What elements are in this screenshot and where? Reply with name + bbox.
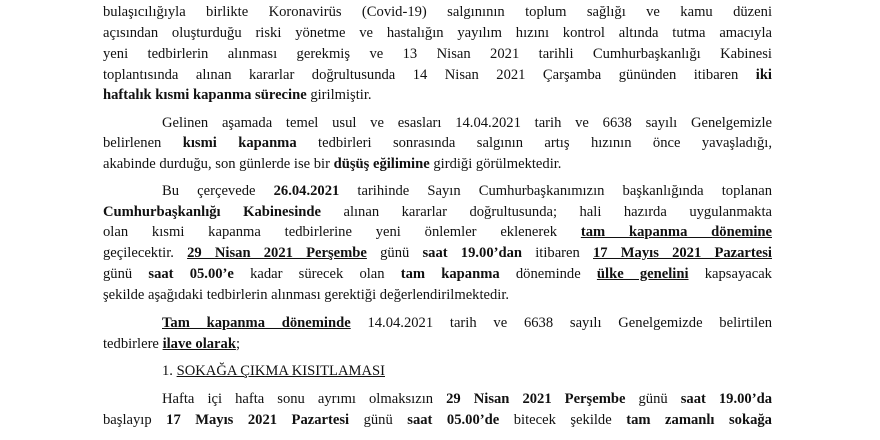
text-run: 29 Nisan 2021 Perşembe: [446, 391, 626, 407]
text-run: 29 Nisan 2021 Perşembe: [187, 245, 367, 261]
body-text-line: [103, 155, 772, 173]
body-text-line: [162, 390, 772, 408]
text-run: 26.04.2021: [273, 183, 340, 199]
text-run: kısmi kapanma: [182, 135, 297, 151]
text-run: Cumhurbaşkanlığı Kabinesinde: [103, 204, 321, 220]
body-text-line: [162, 114, 772, 132]
text-run: SOKAĞA ÇIKMA KISITLAMASI: [176, 363, 385, 379]
text-run: günü: [625, 391, 681, 407]
text-run: günü: [366, 245, 423, 261]
text-run: alınan kararlar doğrultusunda; hali hazırda uygulanmakta: [320, 204, 772, 220]
text-run: tarihinde Sayın Cumhurbaşkanımızın başkanlığında toplanan: [339, 183, 772, 199]
text-run: 14.04.2021 tarih ve 6638 sayılı Genelgemizde belirtilen: [350, 315, 772, 331]
text-run: Hafta içi hafta sonu ayrımı olmaksızın: [162, 391, 447, 407]
text-run: başlayıp: [103, 412, 167, 428]
body-text-line: [103, 45, 772, 63]
text-run: açısından oluşturduğu riski yönetme ve hastalığın yayılım hızını kontrol altında tutma amacıyla: [103, 25, 772, 41]
text-run: Gelinen aşamada temel usul ve esasları 14.04.2021 tarih ve 6638 sayılı Genelgemizle: [162, 115, 772, 131]
body-text-line: [162, 182, 772, 200]
body-text-line: [103, 286, 772, 304]
text-run: bitecek şekilde: [499, 412, 627, 428]
text-run: saat 19.00’dan: [422, 245, 523, 261]
body-text-line: [103, 244, 772, 262]
text-run: 1.: [162, 363, 177, 379]
text-run: tam zamanlı sokağa: [626, 412, 772, 428]
text-run: şekilde aşağıdaki tedbirlerin alınması gerektiği değerlendirilmektedir.: [103, 287, 510, 303]
text-run: günü: [103, 266, 149, 282]
text-run: yeni tedbirlerin alınması gerekmiş ve 13 Nisan 2021 tarihli Cumhurbaşkanlığı Kabinesi: [103, 46, 772, 62]
text-run: ilave olarak: [162, 336, 236, 352]
body-text-line: [103, 203, 772, 221]
text-run: olan kısmi kapanma tedbirlerine yeni önlemler eklenerek: [103, 224, 581, 240]
text-run: Tam kapanma döneminde: [162, 315, 351, 331]
body-text-line: [103, 86, 772, 104]
text-run: 17 Mayıs 2021 Pazartesi: [166, 412, 350, 428]
text-run: girdiği görülmektedir.: [429, 156, 562, 172]
body-text-line: [103, 335, 772, 353]
section-heading: [162, 362, 772, 380]
text-run: günü: [349, 412, 408, 428]
text-run: Bu çerçevede: [162, 183, 274, 199]
text-run: saat 05.00’e: [148, 266, 234, 282]
text-run: akabinde durduğu, son günlerde ise bir: [103, 156, 334, 172]
body-text-line: [103, 411, 772, 429]
text-run: iki: [755, 67, 772, 83]
text-run: döneminde: [499, 266, 597, 282]
text-run: saat 19.00’da: [680, 391, 772, 407]
text-run: bulaşıcılığıyla birlikte Koronavirüs (Covid-19) salgınının toplum sağlığı ve kamu düzeni: [103, 4, 772, 20]
text-run: ;: [235, 336, 240, 352]
text-run: itibaren: [522, 245, 593, 261]
body-text-line: [103, 24, 772, 42]
body-text-line: [103, 66, 772, 84]
text-run: tedbirleri sonrasında salgının artış hızının önce yavaşladığı,: [296, 135, 772, 151]
text-run: düşüş eğilimine: [333, 156, 430, 172]
text-run: tam kapanma dönemine: [580, 224, 772, 240]
body-text-line: [162, 314, 772, 332]
text-run: belirlenen: [103, 135, 183, 151]
text-run: tam kapanma: [400, 266, 500, 282]
text-run: geçilecektir.: [103, 245, 188, 261]
text-run: kadar sürecek olan: [233, 266, 401, 282]
body-text-line: [103, 265, 772, 283]
text-run: saat 05.00’de: [407, 412, 500, 428]
text-run: 17 Mayıs 2021 Pazartesi: [593, 245, 772, 261]
body-text-line: [103, 3, 772, 21]
text-run: girilmiştir.: [306, 87, 372, 103]
text-run: toplantısında alınan kararlar doğrultusunda 14 Nisan 2021 Çarşamba gününden itibaren: [103, 67, 756, 83]
text-run: haftalık kısmi kapanma sürecine: [103, 87, 307, 103]
body-text-line: [103, 134, 772, 152]
text-run: ülke genelini: [596, 266, 689, 282]
text-run: kapsayacak: [688, 266, 772, 282]
body-text-line: [103, 223, 772, 241]
text-run: tedbirlere: [103, 336, 163, 352]
